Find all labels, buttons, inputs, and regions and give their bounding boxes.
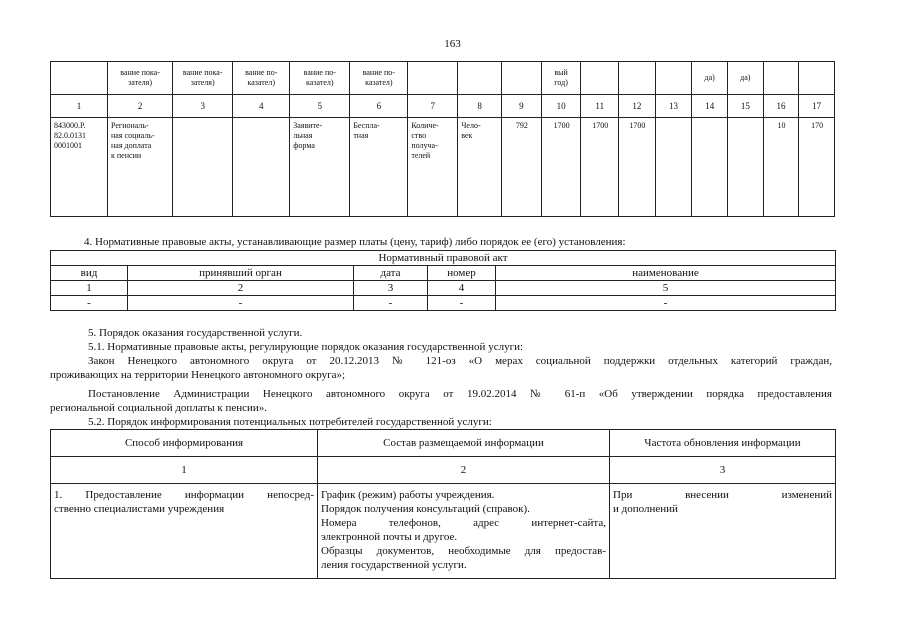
header-cell: вание по- казател) bbox=[290, 62, 350, 95]
column-number: 4 bbox=[428, 281, 496, 296]
table-cell bbox=[233, 118, 290, 217]
law-1-line-2: проживающих на территории Ненецкого автономного округа»; bbox=[50, 369, 346, 381]
table-cell: Региональ- ная социаль- ная доплата к пенсии bbox=[108, 118, 173, 217]
column-number: 5 bbox=[496, 281, 836, 296]
header-cell: да) bbox=[728, 62, 764, 95]
header-cell: вание по- казател) bbox=[233, 62, 290, 95]
table-cell: Беспла- тная bbox=[350, 118, 408, 217]
column-number: 7 bbox=[408, 95, 458, 118]
table-cell: Количе- ство получа- телей bbox=[408, 118, 458, 217]
table-cell: - bbox=[496, 296, 836, 311]
section-5-2-title: 5.2. Порядок информирования потенциальных потребителей государственной услуги: bbox=[88, 416, 492, 428]
law-2-line-1: Постановление Администрации Ненецкого автономного округа от 19.02.2014 № 61-п «Об утверждении порядка предоставления bbox=[88, 388, 832, 400]
column-header: Способ информирования bbox=[51, 430, 318, 457]
table-cell: - bbox=[51, 296, 128, 311]
header-cell bbox=[458, 62, 502, 95]
column-number: 15 bbox=[728, 95, 764, 118]
column-number: 2 bbox=[128, 281, 354, 296]
header-cell bbox=[51, 62, 108, 95]
column-number: 13 bbox=[655, 95, 692, 118]
legal-acts-table bbox=[50, 250, 836, 311]
column-number: 3 bbox=[173, 95, 233, 118]
column-number: 4 bbox=[233, 95, 290, 118]
header-cell: вание по- казател) bbox=[350, 62, 408, 95]
table-cell: 1700 bbox=[619, 118, 656, 217]
header-cell bbox=[408, 62, 458, 95]
content-line: Номера телефонов, адрес интернет-сайта, bbox=[321, 517, 606, 529]
method-line: ственно специалистами учреждения bbox=[54, 503, 225, 515]
column-number: 12 bbox=[619, 95, 656, 118]
content-line: Образцы документов, необходимые для предостав- bbox=[321, 545, 606, 557]
column-header: дата bbox=[354, 266, 428, 281]
table-cell bbox=[655, 118, 692, 217]
header-cell bbox=[581, 62, 619, 95]
information-method bbox=[51, 484, 318, 579]
information-content bbox=[318, 484, 610, 579]
content-line: электронной почты и другое. bbox=[321, 531, 458, 543]
section-4-title: 4. Нормативные правовые акты, устанавливающие размер платы (цену, тариф) либо порядок ее (его) установления: bbox=[84, 236, 626, 248]
column-header: Состав размещаемой информации bbox=[318, 430, 610, 457]
column-number: 2 bbox=[108, 95, 173, 118]
method-line: 1. Предоставление информации непосред- bbox=[54, 489, 314, 501]
table-row bbox=[51, 95, 835, 118]
table-cell bbox=[173, 118, 233, 217]
header-cell: да) bbox=[692, 62, 728, 95]
table-cell: Заявите- льная форма bbox=[290, 118, 350, 217]
column-number: 9 bbox=[502, 95, 542, 118]
column-number: 8 bbox=[458, 95, 502, 118]
column-header: номер bbox=[428, 266, 496, 281]
section-5-title: 5. Порядок оказания государственной услуги. bbox=[88, 327, 303, 339]
information-table bbox=[50, 429, 836, 579]
table-cell: - bbox=[354, 296, 428, 311]
column-number: 10 bbox=[541, 95, 581, 118]
header-cell bbox=[619, 62, 656, 95]
header-cell: вый год) bbox=[541, 62, 581, 95]
column-number: 2 bbox=[318, 457, 610, 484]
header-cell bbox=[655, 62, 692, 95]
column-number: 14 bbox=[692, 95, 728, 118]
column-number: 3 bbox=[610, 457, 836, 484]
frequency-line: При внесении изменений bbox=[613, 489, 832, 501]
column-header: наименование bbox=[496, 266, 836, 281]
content-line: ления государственной услуги. bbox=[321, 559, 467, 571]
indicator-table bbox=[50, 61, 835, 217]
content-line: График (режим) работы учреждения. bbox=[321, 489, 495, 501]
column-number: 11 bbox=[581, 95, 619, 118]
table-cell: 10 bbox=[763, 118, 799, 217]
frequency-line: и дополнений bbox=[613, 503, 678, 515]
table-cell: 792 bbox=[502, 118, 542, 217]
header-cell bbox=[799, 62, 835, 95]
header-cell bbox=[502, 62, 542, 95]
column-header: принявший орган bbox=[128, 266, 354, 281]
table-cell bbox=[692, 118, 728, 217]
table-cell: 1700 bbox=[541, 118, 581, 217]
page-number: 163 bbox=[444, 38, 461, 50]
column-number: 17 bbox=[799, 95, 835, 118]
table-cell: Чело- век bbox=[458, 118, 502, 217]
table-cell: - bbox=[128, 296, 354, 311]
table-cell: 843000.Р. 82.0.0131 0001001 bbox=[51, 118, 108, 217]
content-line: Порядок получения консультаций (справок). bbox=[321, 503, 530, 515]
table-row bbox=[51, 62, 835, 95]
column-header: вид bbox=[51, 266, 128, 281]
law-1-line-1: Закон Ненецкого автономного округа от 20.12.2013 № 121-оз «О мерах социальной поддержки отдельных категорий граждан, bbox=[88, 355, 832, 367]
table-cell: 170 bbox=[799, 118, 835, 217]
header-cell: вание пока- зателя) bbox=[108, 62, 173, 95]
table-cell bbox=[728, 118, 764, 217]
section-5-1-title: 5.1. Нормативные правовые акты, регулирующие порядок оказания государственной услуги: bbox=[88, 341, 524, 353]
header-cell bbox=[763, 62, 799, 95]
table-row bbox=[51, 118, 835, 217]
legal-act-caption: Нормативный правовой акт bbox=[51, 251, 836, 266]
law-2-line-2: региональной социальной доплаты к пенсии». bbox=[50, 402, 268, 414]
column-number: 1 bbox=[51, 457, 318, 484]
column-number: 5 bbox=[290, 95, 350, 118]
column-number: 3 bbox=[354, 281, 428, 296]
column-header: Частота обновления информации bbox=[610, 430, 836, 457]
table-cell: - bbox=[428, 296, 496, 311]
column-number: 6 bbox=[350, 95, 408, 118]
column-number: 1 bbox=[51, 95, 108, 118]
column-number: 16 bbox=[763, 95, 799, 118]
update-frequency bbox=[610, 484, 836, 579]
column-number: 1 bbox=[51, 281, 128, 296]
header-cell: вание пока- зателя) bbox=[173, 62, 233, 95]
table-cell: 1700 bbox=[581, 118, 619, 217]
